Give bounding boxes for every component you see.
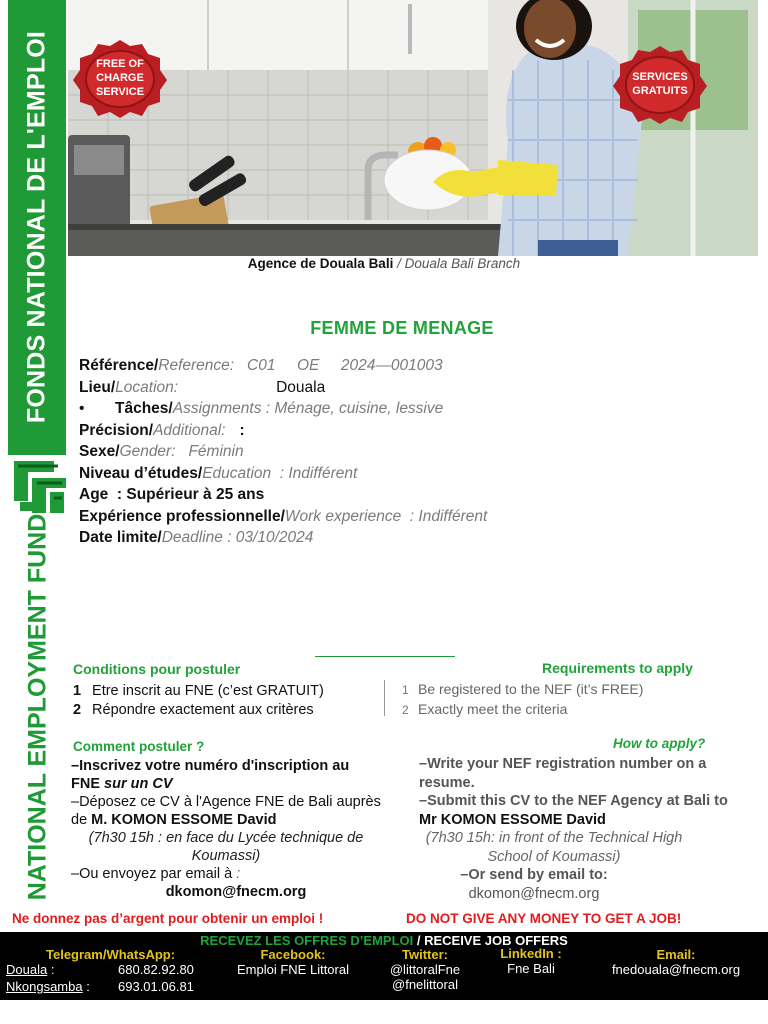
footer-headline: RECEVEZ LES OFFRES D’EMPLOI / RECEIVE JOB OFFERS [200, 933, 568, 948]
facebook-contact: Facebook: Emploi FNE Littoral [228, 947, 358, 977]
telegram-whatsapp: Telegram/WhatsApp: [46, 947, 176, 962]
conditions-title: Conditions pour postuler [73, 661, 241, 677]
phone-list: Douala : 680.82.92.80 Nkongsamba : 693.01.06.81 [6, 962, 194, 994]
free-service-seal: FREE OF CHARGE SERVICE [72, 38, 168, 118]
twitter-link-2[interactable]: @fnelittoral [392, 977, 458, 992]
section-divider [315, 656, 455, 657]
requirements-title: Requirements to apply [542, 660, 693, 676]
list-item: 2 Répondre exactement aux critères [73, 702, 314, 718]
job-title: FEMME DE MENAGE [310, 318, 494, 338]
additional-row: Précision/Additional: : [79, 421, 245, 439]
requirements-list-en [402, 680, 643, 720]
list-item: 1 Be registered to the NEF (it’s FREE) [402, 681, 644, 697]
conditions-list-fr [73, 682, 324, 720]
services-gratuits-seal: SERVICES GRATUITS [612, 44, 708, 124]
branch-caption: Agence de Douala Bali / Douala Bali Branch [247, 256, 521, 271]
email-link-en[interactable]: dkomon@fnecm.org [468, 885, 600, 902]
hero-photo [68, 0, 758, 256]
tasks-row: • Tâches/Assignments : Ménage, cuisine, lessive [79, 400, 444, 417]
facebook-link[interactable]: Emploi FNE Littoral [237, 962, 349, 977]
deadline-row: Date limite/Deadline : 03/10/2024 [79, 529, 314, 546]
fne-logo-icon [10, 458, 70, 516]
how-to-apply-title-en: How to apply? [613, 736, 706, 751]
list-item: 1 Etre inscrit au FNE (c’est GRATUIT) [73, 683, 324, 699]
location-row: Lieu/Location: Douala [79, 378, 326, 396]
side-banner-title-en: NATIONAL EMPLOYMENT FUND [23, 513, 52, 901]
gender-row: Sexe/Gender: Féminin [79, 443, 244, 460]
education-row: Niveau d’études/Education : Indifférent [79, 464, 358, 482]
warning-en: DO NOT GIVE ANY MONEY TO GET A JOB! [406, 911, 682, 926]
email-link-footer[interactable]: fnedouala@fnecm.org [611, 962, 741, 977]
experience-row: Expérience professionnelle/Work experience : Indifférent [79, 507, 488, 525]
footer-contacts [0, 932, 768, 1000]
linkedin-link[interactable]: Fne Bali [507, 961, 555, 976]
linkedin-contact: LinkedIn : Fne Bali [486, 946, 576, 976]
how-to-apply-en: –Write your NEF registration number on a resume. –Submit this CV to the NEF Agency at Bali to Mr KOMON ESSOME David (7h30 15h: in front of the Technical High School of Koumassi) –Or send by email to: dkomon@fnecm.org [419, 756, 728, 902]
email-contact: Email: fnedouala@fnecm.org [596, 947, 756, 977]
job-details [79, 355, 739, 549]
email-link-fr[interactable]: dkomon@fnecm.org [165, 884, 307, 900]
twitter-contact: Twitter: @littoralFne @fnelittoral [380, 947, 470, 992]
reference-row: Référence/Reference: C01 OE 2024—001003 [79, 357, 443, 374]
list-item: 2 Exactly meet the criteria [402, 701, 568, 717]
side-banner-title: FONDS NATIONAL DE L'EMPLOI [22, 30, 51, 424]
age-row: Age : Supérieur à 25 ans [79, 486, 265, 503]
phone-douala[interactable]: 680.82.92.80 [118, 962, 194, 977]
how-to-apply-title-fr: Comment postuler ? [73, 739, 205, 754]
warning-fr: Ne donnez pas d’argent pour obtenir un emploi ! [12, 911, 324, 926]
column-divider [384, 680, 385, 716]
phone-nkongsamba[interactable]: 693.01.06.81 [118, 979, 194, 994]
how-to-apply-fr: –Inscrivez votre numéro d'inscription au FNE sur un CV –Déposez ce CV à l'Agence FNE de Bali auprès de M. KOMON ESSOME David (7h30 15h : en face du Lycée technique de Koumassi) –Ou envoyez par email à : dkomon@fnecm.org [71, 758, 381, 900]
twitter-link-1[interactable]: @littoralFne [389, 962, 461, 977]
